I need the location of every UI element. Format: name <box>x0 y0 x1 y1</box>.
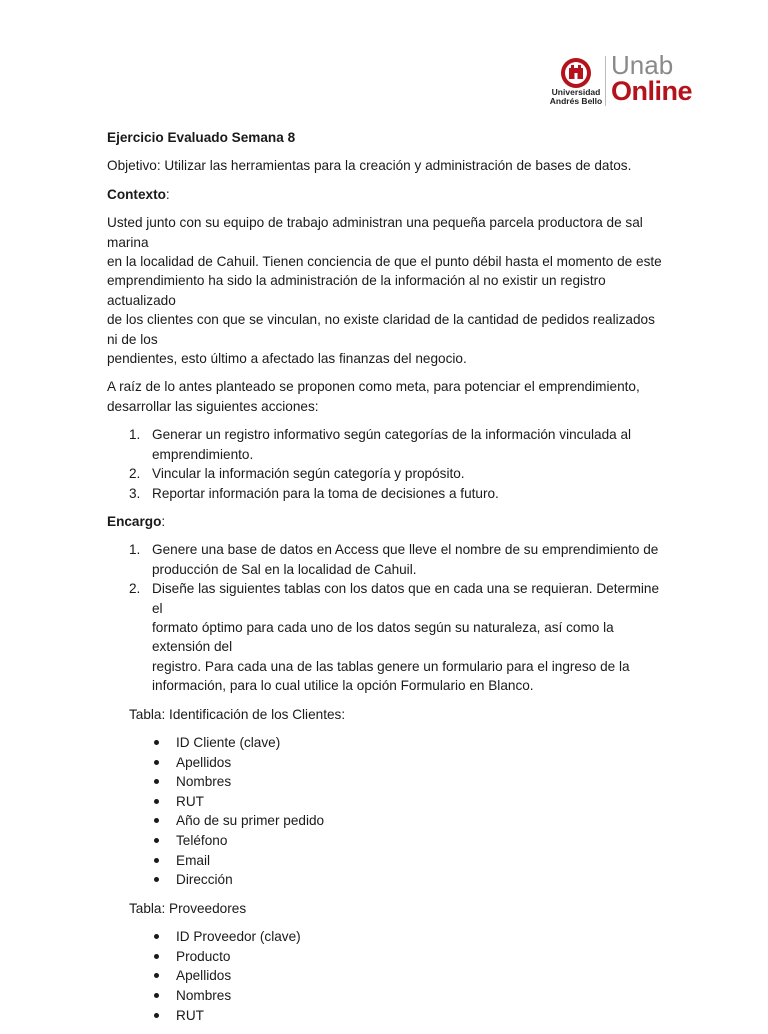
bullet-icon <box>154 779 159 784</box>
bullet-icon <box>154 858 159 863</box>
brand-online: Online <box>611 76 693 106</box>
brand-unab: Unab <box>611 50 674 80</box>
logo-divider <box>605 56 606 106</box>
page-title: Ejercicio Evaluado Semana 8 <box>107 130 296 145</box>
list-item: Dirección <box>107 870 667 890</box>
context-heading: Contexto: <box>107 186 170 202</box>
tasks-list <box>107 540 667 695</box>
bullet-icon <box>154 934 159 939</box>
suppliers-fields-list <box>107 927 667 1025</box>
list-item: Año de su primer pedido <box>107 811 667 831</box>
document-body <box>107 128 667 1034</box>
bullet-icon <box>154 818 159 823</box>
list-item: Nombres <box>107 986 667 1006</box>
context-paragraph: Usted junto con su equipo de trabajo administran una pequeña parcela productora de sal marina en la localidad de Cahuil. Tienen conciencia de que el punto débil hasta el momento de este emprendimiento ha sido la administración de la información al no existir un registro actualizado de los clientes con que se vinculan, no existe claridad de la cantidad de pedidos realizados ni de los pendientes, esto último a afectado las finanzas del negocio. <box>107 215 662 367</box>
list-item: 1. Genere una base de datos en Access que lleve el nombre de su emprendimiento de producción de Sal en la localidad de Cahuil. <box>129 542 659 577</box>
list-item: Apellidos <box>107 753 667 773</box>
list-item: 2. Vincular la información según categoría y propósito. <box>129 466 465 482</box>
actions-list <box>107 425 667 503</box>
list-item: 1. Generar un registro informativo según categorías de la información vinculada al emprendimiento. <box>129 427 632 462</box>
suppliers-table-caption: Tabla: Proveedores <box>129 900 247 916</box>
list-item: ID Proveedor (clave) <box>107 927 667 947</box>
list-item: Teléfono <box>107 831 667 851</box>
list-item: RUT <box>107 1006 667 1026</box>
bullet-icon <box>154 877 159 882</box>
unab-online-logo <box>545 52 695 110</box>
list-item: ID Cliente (clave) <box>107 733 667 753</box>
clients-table-caption: Tabla: Identificación de los Clientes: <box>129 706 346 722</box>
list-item: Apellidos <box>107 966 667 986</box>
clients-fields-list <box>107 733 667 890</box>
bullet-icon <box>154 799 159 804</box>
list-item: 3. Reportar información para la toma de decisiones a futuro. <box>129 485 499 501</box>
task-heading: Encargo: <box>107 513 166 529</box>
list-item: Producto <box>107 947 667 967</box>
list-item: Email <box>107 851 667 871</box>
list-item: 2. Diseñe las siguientes tablas con los datos que en cada una se requieran. Determine el formato óptimo para cada uno de los datos según su naturaleza, así como la extensión del registro. Para cada una de las tablas genere un formulario para el ingreso de la información, para lo cual utilice la opción Formulario en Blanco. <box>129 581 660 694</box>
bullet-icon <box>154 954 159 959</box>
university-name: Universidad Andrés Bello <box>549 87 603 106</box>
list-item: RUT <box>107 792 667 812</box>
list-item: Nombres <box>107 772 667 792</box>
bullet-icon <box>154 973 159 978</box>
bullet-icon <box>154 993 159 998</box>
bullet-icon <box>154 1013 159 1018</box>
bullet-icon <box>154 838 159 843</box>
intro-paragraph: A raíz de lo antes planteado se proponen como meta, para potenciar el emprendimiento, desarrollar las siguientes acciones: <box>107 379 640 414</box>
bullet-icon <box>154 740 159 745</box>
objective-text: Objetivo: Utilizar las herramientas para la creación y administración de bases de datos. <box>107 158 632 174</box>
bullet-icon <box>154 760 159 765</box>
